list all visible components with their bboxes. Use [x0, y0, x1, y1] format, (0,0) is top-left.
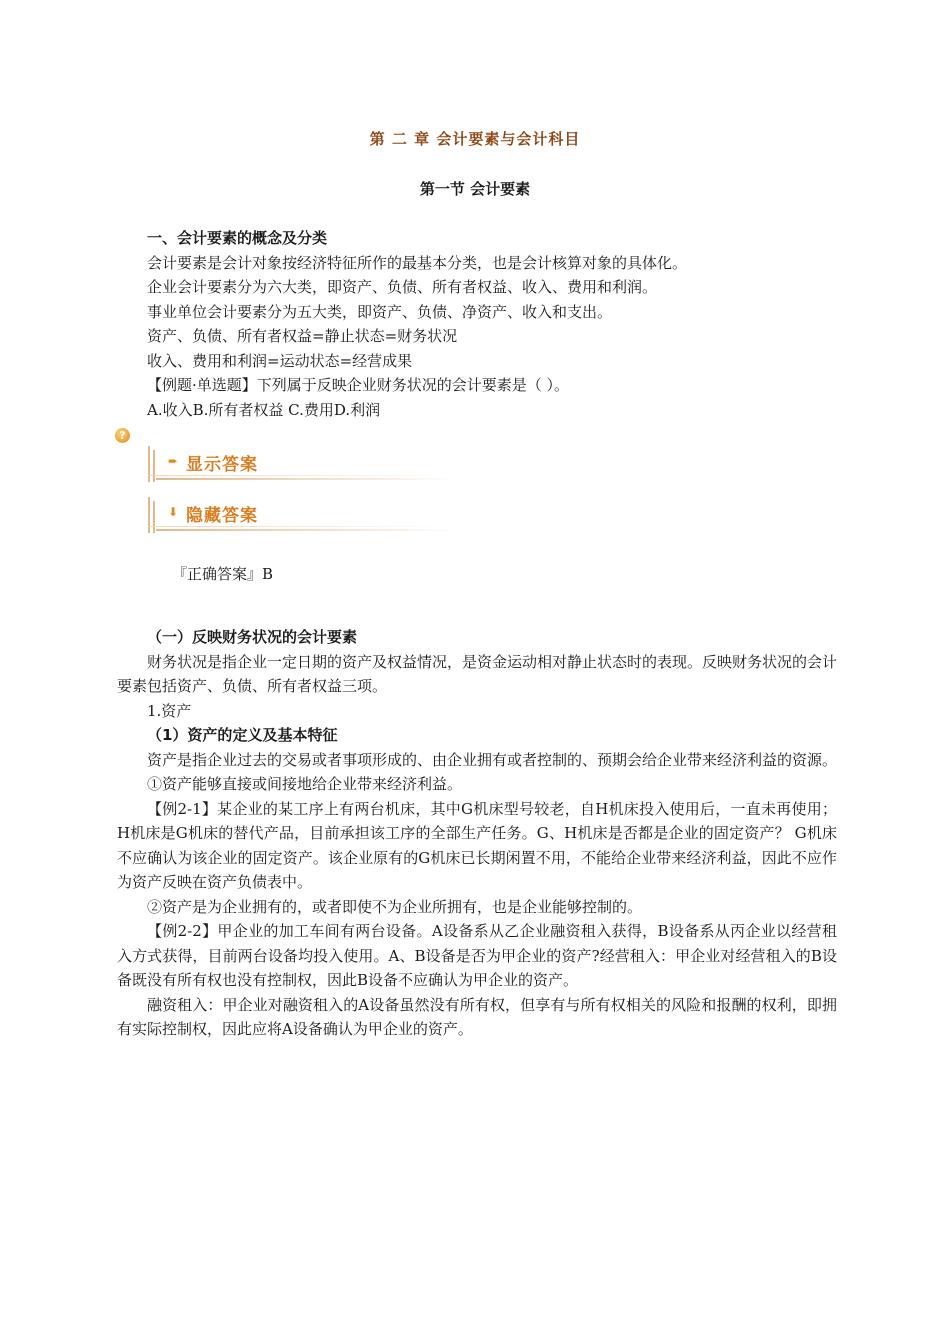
question-icon[interactable]: ?	[115, 428, 130, 443]
example-options: A.收入B.所有者权益 C.费用D.利润	[147, 400, 381, 419]
correct-answer: 『正确答案』B	[172, 565, 274, 583]
arrow-right-icon: ➨	[168, 454, 179, 468]
example-2-2: 【例2-2】甲企业的加工车间有两台设备。A设备系从乙企业融资租入获得，B设备系从丙企业以经营租入方式获得，目前两台设备均投入使用。A、B设备是否为甲企业的资产?经营租入：甲企业对经营租入的B设备既没有所有权也没有控制权，因此B设备不应确认为甲企业的资产。	[117, 922, 837, 989]
paragraph: 资产是指企业过去的交易或者事项形成的、由企业拥有或者控制的、预期会给企业带来经济利益的资源。	[147, 750, 838, 769]
paragraph: 会计要素是会计对象按经济特征所作的最基本分类，也是会计核算对象的具体化。	[147, 253, 688, 272]
show-answer-label: 显示答案	[186, 455, 258, 475]
paragraph: 企业会计要素分为六大类，即资产、负债、所有者权益、收入、费用和利润。	[147, 278, 658, 296]
chapter-title: 第 二 章 会计要素与会计科目	[369, 130, 581, 148]
paragraph: ①资产能够直接或间接地给企业带来经济利益。	[147, 775, 463, 793]
paragraph: 事业单位会计要素分为五大类，即资产、负债、净资产、收入和支出。	[147, 302, 613, 321]
section-heading: （一）反映财务状况的会计要素	[147, 628, 358, 646]
financial-position-section	[117, 625, 837, 1042]
hide-answer-button[interactable]	[148, 497, 458, 533]
concept-section	[117, 226, 837, 422]
show-answer-button[interactable]	[148, 446, 458, 482]
paragraph: 财务状况是指企业一定日期的资产及权益情况，是资金运动相对静止状态时的表现。反映财务状况的会计要素包括资产、负债、所有者权益三项。	[117, 652, 838, 695]
subsection-label: 1.资产	[147, 701, 192, 720]
paragraph: 收入、费用和利润=运动状态=经营成果	[147, 351, 413, 370]
example-question: 【例题·单选题】下列属于反映企业财务状况的会计要素是（ ）。	[147, 376, 570, 394]
paragraph: 融资租入：甲企业对融资租入的A设备虽然没有所有权，但享有与所有权相关的风险和报酬的权利，即拥有实际控制权，因此应将A设备确认为甲企业的资产。	[117, 995, 837, 1038]
arrow-down-icon: ⬇	[168, 505, 179, 519]
subsection-heading: （1）资产的定义及基本特征	[147, 726, 338, 744]
example-2-1: 【例2-1】某企业的某工序上有两台机床，其中G机床型号较老，自H机床投入使用后，一直未再使用；H机床是G机床的替代产品，目前承担该工序的全部生产任务。G、H机床是否都是企业的固定资产？ G机床不应确认为该企业的固定资产。该企业原有的G机床已长期闲置不用，不能给企业带来经济利益，因此不应作为资产反映在资产负债表中。	[117, 799, 837, 891]
paragraph: ②资产是为企业拥有的，或者即使不为企业所拥有，也是企业能够控制的。	[147, 897, 643, 916]
paragraph: 资产、负债、所有者权益=静止状态=财务状况	[147, 327, 458, 345]
hide-answer-label: 隐藏答案	[186, 506, 258, 526]
section-title: 第一节 会计要素	[419, 180, 531, 198]
concept-heading: 一、会计要素的概念及分类	[147, 229, 328, 247]
